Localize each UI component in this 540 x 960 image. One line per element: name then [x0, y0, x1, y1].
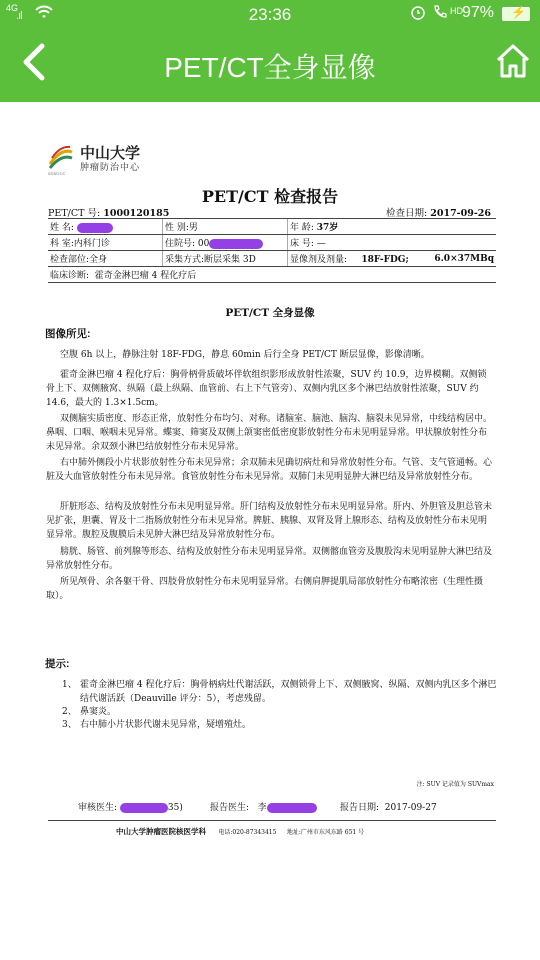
redacted-reviewer	[120, 803, 168, 813]
agent-cell: 显像剂及剂量: 18F-FDG;	[288, 251, 426, 267]
report-date: 报告日期: 2017-09-27	[340, 803, 437, 813]
redacted-name	[77, 223, 113, 233]
tip-item: 2、 鼻窦炎。	[62, 707, 117, 717]
finding-paragraph: 右中肺外侧段小片状影放射性分布未见异常；余双肺未见确切病灶和异常放射性分布。气管、支气管通畅。心脏及大血管放射性分布未见异常。食管放射性分布未见异常。双肺门未见明显肿大淋巴结及异常放射性分布。	[46, 458, 493, 482]
suv-note: 注: SUV 记录值为 SUVmax	[416, 781, 494, 788]
sysucc-logo-icon	[48, 144, 74, 170]
dose-cell: 6.0×37MBq	[425, 251, 496, 267]
method-cell: 采集方式:断层采集 3D	[163, 251, 288, 267]
home-button[interactable]	[494, 42, 532, 80]
findings-label: 图像所见:	[45, 328, 91, 340]
finding-paragraph: 所见颅骨、余各躯干骨、四肢骨放射性分布未见明显异常。右侧肩胛提肌局部放射性分布略浓密（生理性摄取）。	[46, 577, 484, 601]
clock: 23:36	[248, 5, 292, 24]
exam-date: 检查日期: 2017-09-26	[386, 208, 492, 219]
redacted-reporter	[267, 803, 317, 813]
call-icon	[432, 4, 448, 24]
finding-paragraph: 空腹 6h 以上，静脉注射 18F-FDG，静息 60min 后行全身 PET/CT 断层显像，影像清晰。	[60, 350, 430, 360]
bed-cell: 床 号: —	[288, 235, 497, 251]
tip-item: 3、 右中肺小片状影代谢未见异常，疑增殖灶。	[62, 720, 252, 730]
section-title: PET/CT 全身显像	[225, 307, 315, 319]
finding-paragraph: 霍奇金淋巴瘤 4 程化疗后：胸骨柄骨质破坏伴软组织影形成放射性浓聚，SUV 约 10.9，边界模糊。双侧锁骨上下、双侧腋窝、纵隔（最上纵隔、血管前、右上下气管旁）、双侧内乳区多个淋巴结放射性浓聚，SUV 约 14.6，最大的 1.3×1.5cm。	[46, 370, 487, 408]
age-cell: 年 龄: 37岁	[288, 219, 497, 235]
site-cell: 检查部位:全身	[48, 251, 163, 267]
gender-cell: 性 别:男	[163, 219, 288, 235]
battery-percent: 97%	[462, 4, 495, 21]
dept-cell: 科 室:内科门诊	[48, 235, 163, 251]
name-cell: 姓 名:	[48, 219, 163, 235]
inpatient-cell: 住院号: 00	[163, 235, 288, 251]
alarm-icon	[410, 4, 426, 24]
tips-label: 提示:	[45, 658, 70, 670]
home-icon	[494, 42, 532, 80]
status-bar	[0, 0, 540, 28]
petct-number: PET/CT 号: 1000120185	[48, 208, 170, 219]
finding-paragraph: 膀胱、肠管、前列腺等形态、结构及放射性分布未见明显异常。双侧髂血管旁及腹股沟未见明显肿大淋巴结及异常放射性分布。	[46, 547, 493, 571]
reporter-signature: 报告医生: 李	[210, 800, 317, 813]
tip-item: 1、 霍奇金淋巴瘤 4 程化疗后：胸骨柄病灶代谢活跃，双侧锁骨上下、双侧腋窝、纵隔、双侧内乳区多个淋巴结代谢活跃（Deauville 评分：5），考虑残留。	[62, 680, 497, 704]
hospital-logo: 中山大学 肿瘤防治中心 SYSUCC	[48, 144, 141, 176]
redacted-inpatient-number	[209, 239, 263, 249]
signal-icon: .ıl	[16, 10, 22, 22]
divider	[48, 820, 496, 821]
navigation-bar	[0, 28, 540, 102]
page-title: PET/CT全身显像	[164, 52, 376, 83]
report-footer: 中山大学肿瘤医院核医学科 电话:020-87343415 地址:广州市东风东路 651 号	[116, 827, 365, 836]
report-title: PET/CT 检查报告	[201, 187, 339, 206]
diagnosis-cell: 临床诊断: 霍奇金淋巴瘤 4 程化疗后	[48, 267, 496, 283]
reviewer-signature: 审核医生: 35)	[78, 803, 183, 813]
network-type: 4G	[6, 3, 19, 13]
battery-icon: ⚡	[502, 7, 530, 21]
patient-info-table	[48, 218, 496, 283]
finding-paragraph: 肝脏形态、结构及放射性分布未见明显异常。肝门结构及放射性分布未见明显异常。肝内、外胆管及胆总管未见扩张，胆囊、胃及十二指肠放射性分布未见异常。脾脏、胰腺、双肾及肾上腺形态、结构及放射性分布未见明显异常。腹腔及腹膜后未见肿大淋巴结及异常放射性分布。	[46, 502, 493, 540]
finding-paragraph: 双侧脑实质密度、形态正常，放射性分布均匀、对称。诸脑室、脑池、脑沟、脑裂未见异常，中线结构居中。鼻咽、口咽、喉咽未见异常。蝶窦、筛窦及双侧上颌窦密低密度影放射性分布未见明显异常。甲状腺放射性分布未见异常。余双颈小淋巴结放射性分布未见异常。	[46, 414, 493, 452]
hd-voice-label: HD	[450, 6, 463, 16]
